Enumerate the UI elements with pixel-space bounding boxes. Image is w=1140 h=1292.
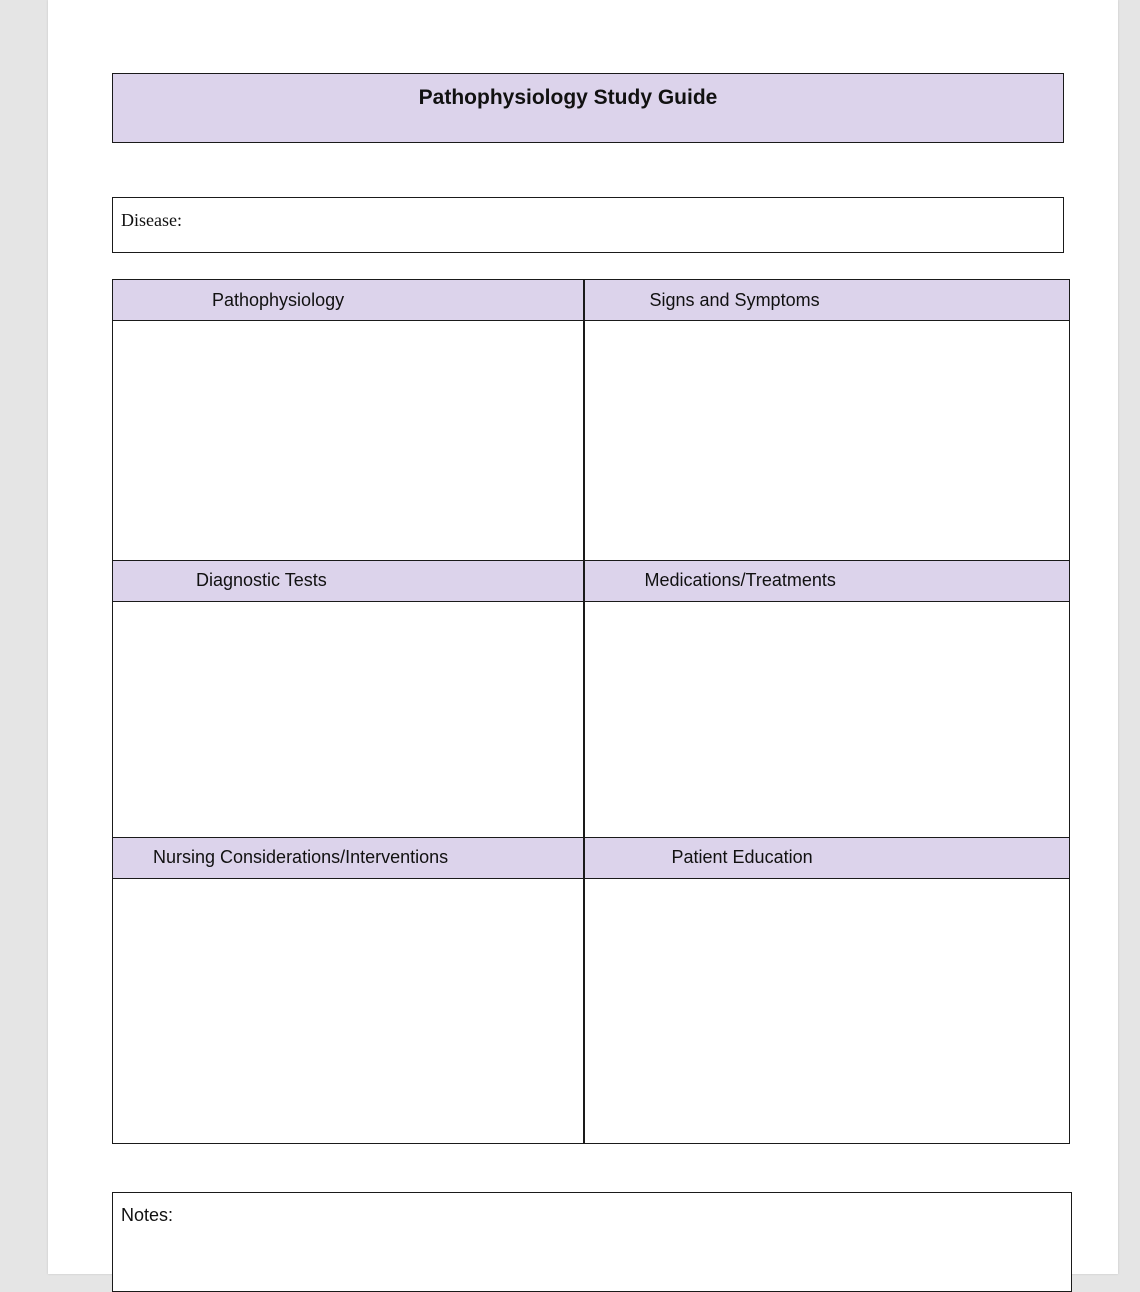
section-header-medications — [585, 560, 1070, 602]
section-header-signs-symptoms — [585, 280, 1070, 321]
disease-field[interactable] — [112, 197, 1064, 253]
section-label-pathophysiology: Pathophysiology — [212, 290, 345, 310]
disease-label: Disease: — [121, 210, 182, 230]
section-header-pathophysiology — [113, 280, 583, 321]
section-label-medications: Medications/Treatments — [644, 570, 836, 590]
section-label-nursing: Nursing Considerations/Interventions — [153, 847, 449, 867]
notes-field[interactable] — [112, 1192, 1072, 1292]
section-label-diagnostic-tests: Diagnostic Tests — [196, 570, 327, 590]
grid-divider — [583, 280, 585, 1143]
section-label-signs-symptoms: Signs and Symptoms — [649, 290, 820, 310]
page-title: Pathophysiology Study Guide — [418, 86, 718, 109]
section-header-diagnostic-tests — [113, 560, 583, 602]
section-header-patient-education — [585, 837, 1070, 879]
study-grid — [112, 279, 1070, 1144]
section-header-nursing — [113, 837, 583, 879]
section-label-patient-education: Patient Education — [671, 847, 813, 867]
title-banner — [112, 73, 1064, 143]
notes-label: Notes: — [121, 1205, 174, 1225]
